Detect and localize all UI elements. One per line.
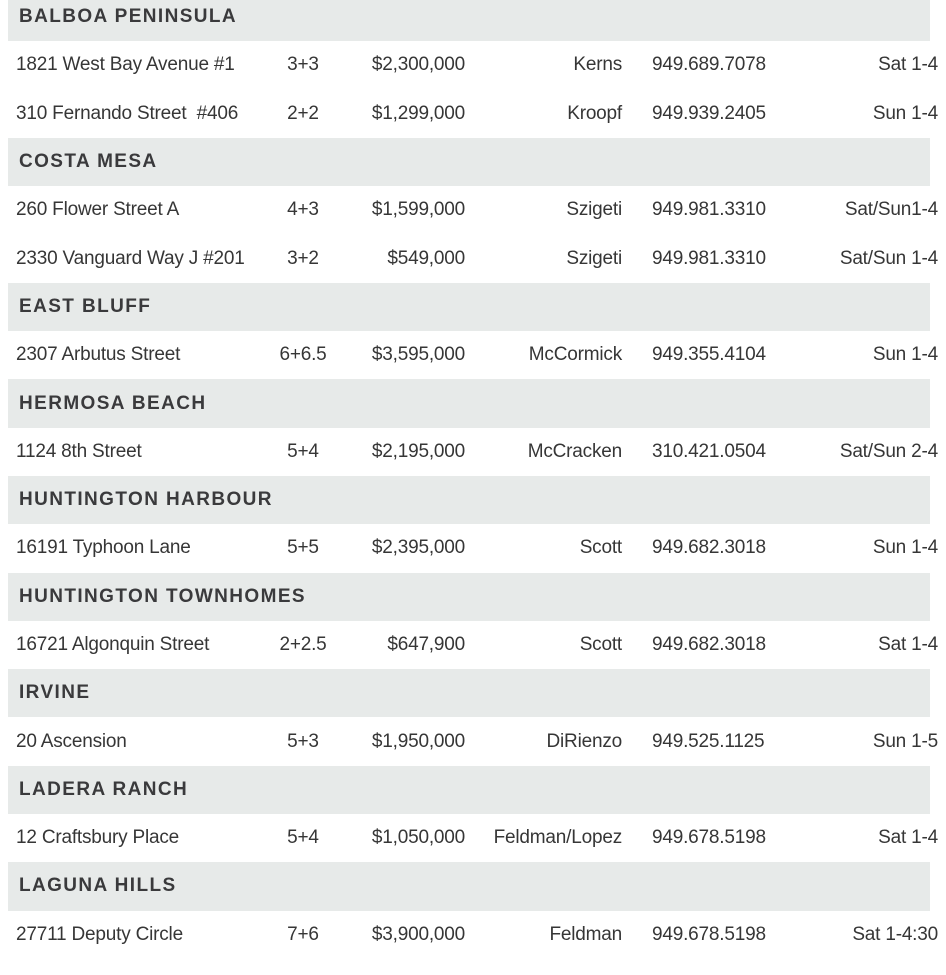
listing-phone: 949.981.3310 xyxy=(652,199,766,221)
listing-row xyxy=(0,90,946,138)
listing-open-time: Sat 1-4 xyxy=(878,827,938,849)
listing-agent: McCormick xyxy=(528,344,622,366)
listing-address: 27711 Deputy Circle xyxy=(16,923,183,945)
listing-price: $647,900 xyxy=(387,634,465,655)
listing-price: $3,595,000 xyxy=(371,344,465,366)
listing-address: 310 Fernando Street #406 xyxy=(16,102,239,124)
listing-price: $549,000 xyxy=(387,247,465,269)
listing-price: $2,195,000 xyxy=(371,440,465,462)
listing-open-time: Sun 1-4 xyxy=(872,344,938,366)
listing-open-time: Sat/Sun 2-4 xyxy=(839,440,938,462)
listing-price: $1,599,000 xyxy=(371,199,465,221)
listing-phone: 949.689.7078 xyxy=(652,54,766,76)
section-name: COSTA MESA xyxy=(19,151,158,173)
listing-price: $1,950,000 xyxy=(371,730,465,752)
listing-agent: Szigeti xyxy=(566,247,622,269)
listing-beds-baths: 5+4 xyxy=(287,440,319,462)
section-name: IRVINE xyxy=(19,682,91,704)
listing-agent: McCracken xyxy=(527,440,622,462)
listing-open-time: Sun 1-5 xyxy=(872,730,938,752)
listing-agent: Scott xyxy=(579,537,622,559)
section-header-band xyxy=(8,379,930,427)
listing-beds-baths: 5+4 xyxy=(287,827,319,849)
listing-agent: DiRienzo xyxy=(546,730,622,752)
listing-row xyxy=(0,911,946,959)
listing-address: 2307 Arbutus Street xyxy=(16,344,181,366)
listing-open-time: Sat 1-4 xyxy=(878,634,938,655)
listing-row xyxy=(0,428,946,476)
listing-phone: 949.981.3310 xyxy=(652,247,766,269)
listing-row xyxy=(0,524,946,572)
listing-agent: Kerns xyxy=(573,54,622,76)
listing-phone: 949.682.3018 xyxy=(652,634,766,655)
section-name: EAST BLUFF xyxy=(19,295,152,317)
listing-agent: Feldman/Lopez xyxy=(493,827,622,849)
section-name: HUNTINGTON TOWNHOMES xyxy=(19,585,306,607)
listing-agent: Scott xyxy=(579,634,622,655)
listing-address: 16721 Algonquin Street xyxy=(16,634,210,655)
listing-address: 260 Flower Street A xyxy=(16,199,180,221)
listing-phone: 949.678.5198 xyxy=(652,827,766,849)
section-name: HERMOSA BEACH xyxy=(19,392,207,414)
listing-price: $1,050,000 xyxy=(371,827,465,849)
listing-address: 20 Ascension xyxy=(16,730,127,752)
section-name: BALBOA PENINSULA xyxy=(19,6,238,28)
section-header-band xyxy=(8,283,930,331)
listing-row xyxy=(0,814,946,862)
listing-price: $1,299,000 xyxy=(371,102,465,124)
listing-row xyxy=(0,621,946,669)
listing-open-time: Sat 1-4:30 xyxy=(852,923,938,945)
section-name: LAGUNA HILLS xyxy=(19,875,177,897)
listing-address: 1821 West Bay Avenue #1 xyxy=(16,54,235,76)
section-header-band xyxy=(8,766,930,814)
listing-open-time: Sun 1-4 xyxy=(872,537,938,559)
listing-agent: Feldman xyxy=(549,923,622,945)
listing-beds-baths: 2+2 xyxy=(287,102,319,124)
listing-agent: Szigeti xyxy=(566,199,622,221)
listing-row xyxy=(0,717,946,765)
listing-beds-baths: 5+3 xyxy=(287,730,319,752)
listing-address: 16191 Typhoon Lane xyxy=(16,537,191,559)
listing-beds-baths: 3+3 xyxy=(287,54,319,76)
listing-price: $2,395,000 xyxy=(371,537,465,559)
listing-beds-baths: 3+2 xyxy=(287,247,319,269)
listing-beds-baths: 7+6 xyxy=(287,923,319,945)
section-header-band xyxy=(8,669,930,717)
section-name: LADERA RANCH xyxy=(19,778,189,800)
listing-beds-baths: 6+6.5 xyxy=(279,344,327,366)
listing-phone: 949.525.1125 xyxy=(652,730,765,752)
listing-beds-baths: 2+2.5 xyxy=(279,634,327,655)
listing-row xyxy=(0,331,946,379)
listing-address: 1124 8th Street xyxy=(16,440,142,462)
section-header-band xyxy=(8,476,930,524)
listing-agent: Kroopf xyxy=(567,102,622,124)
section-header-band xyxy=(8,573,930,621)
listing-beds-baths: 5+5 xyxy=(287,537,319,559)
section-header-band xyxy=(8,0,930,41)
listing-open-time: Sat/Sun1-4 xyxy=(844,199,938,221)
section-header-band xyxy=(8,138,930,186)
listing-phone: 949.682.3018 xyxy=(652,537,766,559)
listing-open-time: Sat 1-4 xyxy=(878,54,938,76)
listing-row xyxy=(0,186,946,234)
listing-beds-baths: 4+3 xyxy=(287,199,319,221)
listing-phone: 949.355.4104 xyxy=(652,344,766,366)
listing-open-time: Sat/Sun 1-4 xyxy=(839,247,938,269)
section-name: HUNTINGTON HARBOUR xyxy=(19,489,273,511)
listing-price: $2,300,000 xyxy=(371,54,465,76)
listing-address: 12 Craftsbury Place xyxy=(16,827,180,849)
listing-price: $3,900,000 xyxy=(371,923,465,945)
listing-row xyxy=(0,234,946,282)
listing-row xyxy=(0,41,946,89)
listing-address: 2330 Vanguard Way J #201 xyxy=(16,247,245,269)
listing-phone: 949.678.5198 xyxy=(652,923,766,945)
listing-phone: 949.939.2405 xyxy=(652,102,766,124)
section-header-band xyxy=(8,862,930,910)
listing-phone: 310.421.0504 xyxy=(652,440,766,462)
listing-open-time: Sun 1-4 xyxy=(872,102,938,124)
